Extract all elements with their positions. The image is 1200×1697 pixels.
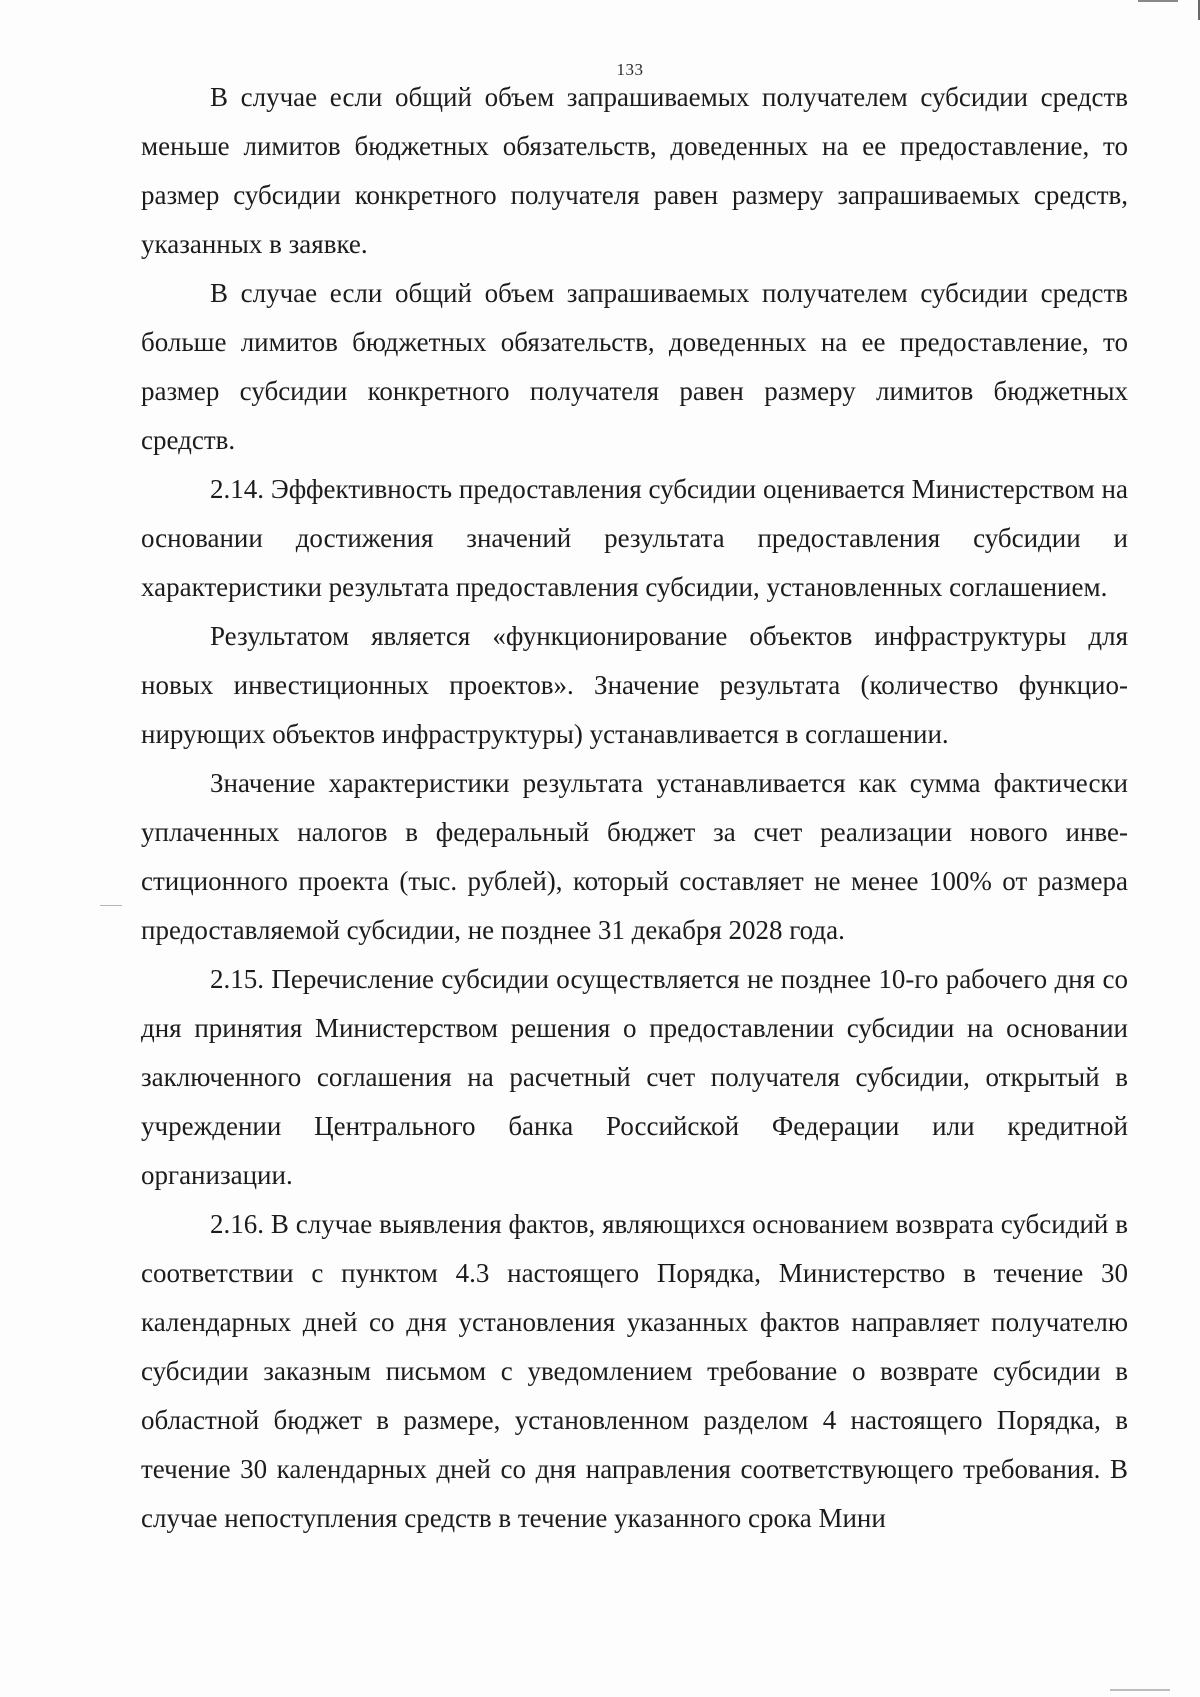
paragraph-2-16-refund: 2.16. В случае выявления фактов, являющихся основанием возврата субсидий в соответствии с пунктом 4.3 настоящего Порядка, Министерство в течение 30 календарных дней со дня установления указанных фактов направляет получателю субсидии заказным письмом с уведомлением требование о возврате субсидии в областной бюджет в размере, установленном разделом 4 настоящего Порядка, в течение 30 календарных дней со дня направления соответствующего требования. В случае непоступления средств в течение указанного срока Мини — [141, 1209, 1128, 1533]
scan-artifact-bottom — [1110, 1689, 1170, 1691]
paragraph-requested-less-than-limits: В случае если общий объем запрашиваемых получателем субсидии средств меньше лимитов бюджетных обязательств, доведенных на ее предоставление, то размер субсидии конкретного получателя равен размеру запрашиваемых средств, указанных в заявке. — [141, 82, 1128, 259]
document-body — [141, 73, 1128, 1543]
scan-artifact-margin — [100, 905, 122, 906]
paragraph-2-15-transfer: 2.15. Перечисление субсидии осуществляется не позднее 10-го рабочего дня со дня принятия Министерством решения о предоставлении субсидии на основании заключенного соглашения на расчетный счет получателя субсидии, открытый в учреждении Центрального банка Российской Федерации или кредитной организации. — [141, 964, 1128, 1190]
scan-artifact-top — [1138, 0, 1178, 2]
page-number: 133 — [616, 60, 644, 79]
paragraph-result-characteristic: Значение характеристики результата устанавливается как сумма фактически уплаченных налогов в федеральный бюджет за счет реализации нового инвестиционного проекта (тыс. рублей), который составляет не менее 100% от размера предоставляемой субсидии, не позднее 31 декабря 2028 года. — [141, 768, 1128, 945]
paragraph-requested-more-than-limits: В случае если общий объем запрашиваемых получателем субсидии средств больше лимитов бюджетных обязательств, доведенных на ее предоставление, то размер субсидии конкретного получателя равен размеру лимитов бюджетных средств. — [141, 278, 1128, 455]
paragraph-result-definition: Результатом является «функционирование объектов инфраструктуры для новых инвестиционных проектов». Значение результата (количество функционирующих объектов инфраструктуры) устанавливается в соглашении. — [141, 621, 1128, 749]
paragraph-2-14-efficiency: 2.14. Эффективность предоставления субсидии оценивается Министерством на основании достижения значений результата предоставления субсидии и характеристики результата предоставления субсидии, установленных соглашением. — [141, 474, 1128, 602]
